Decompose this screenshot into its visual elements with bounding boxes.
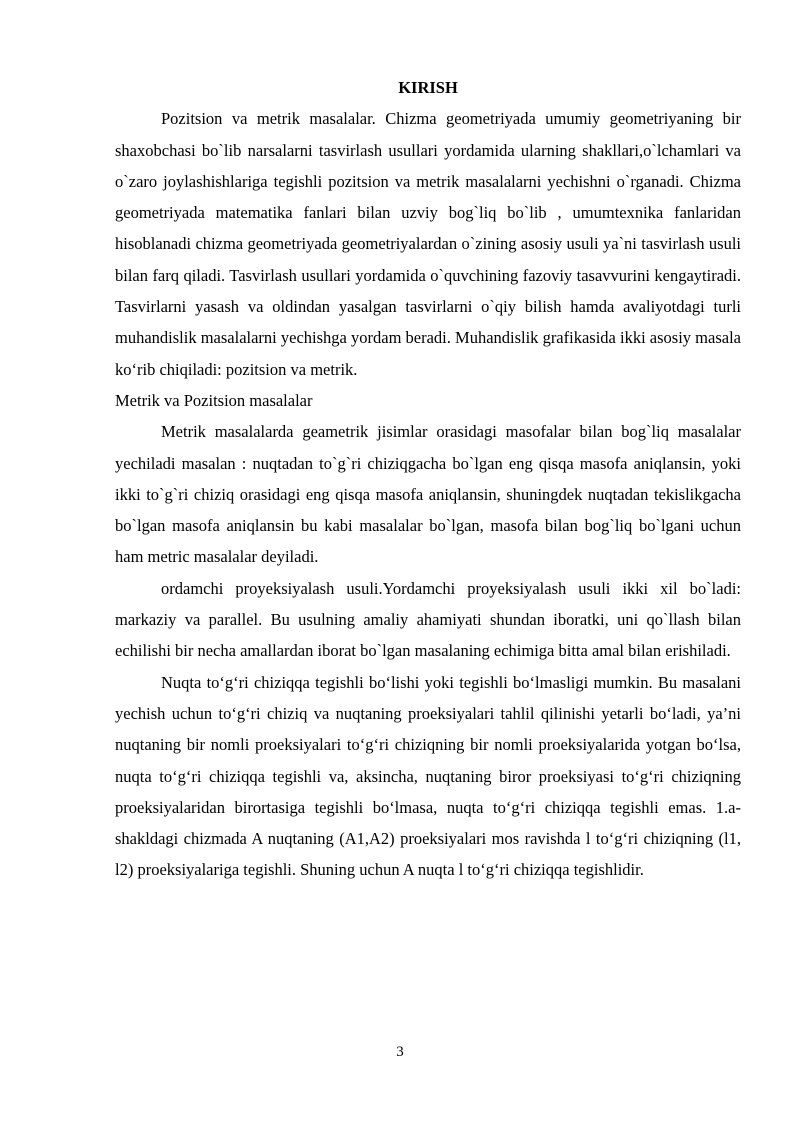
page-number: 3 xyxy=(396,1044,404,1060)
document-body xyxy=(115,72,741,886)
section-heading: KIRISH xyxy=(398,78,458,97)
paragraph-projection: ordamchi proyeksiyalash usuli.Yordamchi proyeksiyalash usuli ikki xil bo`ladi: markaziy va parallel. Bu usulning amaliy ahamiyati shundan iboratki, uni qo`llash bilan echilishi bir necha amallardan iborat bo`lgan masalaning echimiga bitta amal bilan erishiladi. xyxy=(115,578,741,661)
paragraph-metric: Metrik masalalarda geametrik jisimlar orasidagi masofalar bilan bog`liq masalalar yechiladi masalan : nuqtadan to`g`ri chiziqgacha bo`lgan eng qisqa masofa aniqlansin, yoki ikki to`g`ri chiziq orasidagi eng qisqa masofa aniqlansin, shuningdek nuqtadan tekislikgacha bo`lgan masofa aniqlansin bu kabi masalalar bo`lgan, masofa bilan bog`liq bo`lgani uchun ham metric masalalar deyiladi. xyxy=(115,422,741,567)
paragraph-subtitle: Metrik va Pozitsion masalalar xyxy=(115,390,313,410)
paragraph-point-line: Nuqta to‘g‘ri chiziqqa tegishli bo‘lishi yoki tegishli bo‘lmasligi mumkin. Bu masalani yechish uchun to‘g‘ri chiziq va nuqtaning proeksiyalari tahlil qilinishi yetarli bo‘ladi, ya’ni nuqtaning bir nomli proeksiyalari to‘g‘ri chiziqning bir nomli proeksiyalarida yotgan bo‘lsa, nuqta to‘g‘ri chiziqqa tegishli va, aksincha, nuqtaning biror proeksiyasi to‘g‘ri chiziqning proeksiyalaridan birortasiga tegishli bo‘lmasa, nuqta to‘g‘ri chiziqqa tegishli emas. 1.a-shakldagi chizmada A nuqtaning (A1,A2) proeksiyalari mos ravishda l to‘g‘ri chiziqning (l1, l2) proeksiyalariga tegishli. Shuning uchun A nuqta l to‘g‘ri chiziqqa tegishlidir. xyxy=(115,672,741,880)
paragraph-intro: Pozitsion va metrik masalalar. Chizma geometriyada umumiy geometriyaning bir shaxobchasi bo`lib narsalarni tasvirlash usullari yordamida ularning shakllari,o`lchamlari va o`zaro joylashishlariga tegishli pozitsion va metrik masalalarni yechishni o`rganadi. Chizma geometriyada matematika fanlari bilan uzviy bog`liq bo`lib , umumtexnika fanlaridan hisoblanadi chizma geometriyada geometriyalardan o`zining asosiy usuli ya`ni tasvirlash usuli bilan farq qiladi. Tasvirlash usullari yordamida o`quvchining fazoviy tasavvurini kengaytiradi. Tasvirlarni yasash va oldindan yasalgan tasvirlarni o`qiy bilish hamda avaliyotdagi turli muhandislik masalalarni yechishga yordam beradi. Muhandislik grafikasida ikki asosiy masala ko‘rib chiqiladi: pozitsion va metrik. xyxy=(115,109,741,379)
